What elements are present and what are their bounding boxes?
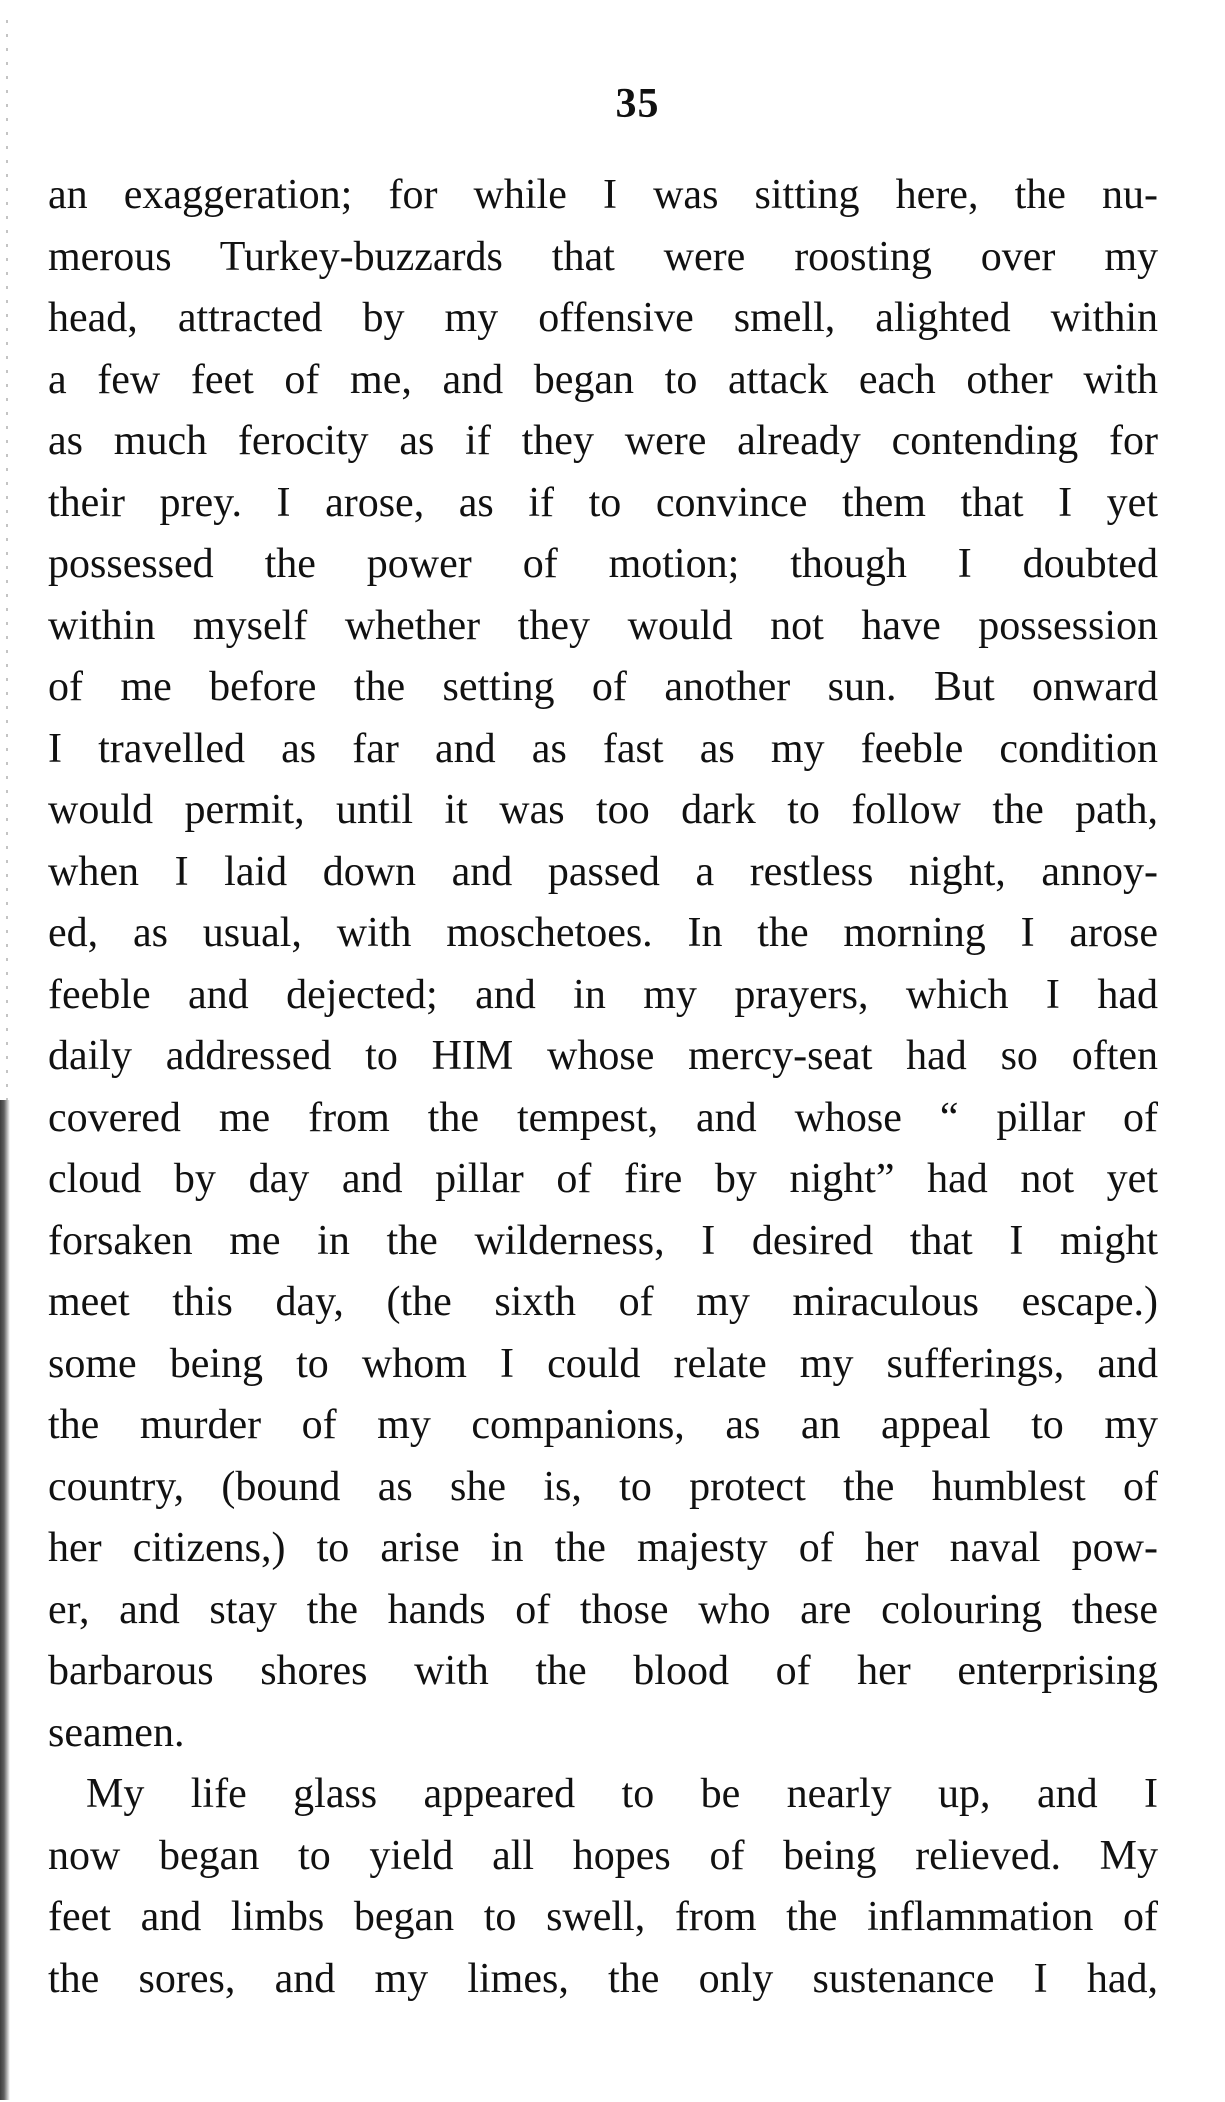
text-line: some being to whom I could relate my sufferings, and	[48, 1340, 1158, 1387]
text-line: a few feet of me, and began to attack each other with	[48, 356, 1158, 403]
text-line: daily addressed to HIM whose mercy-seat had so often	[48, 1033, 1158, 1079]
text-line: their prey. I arose, as if to convince them that I yet	[48, 479, 1158, 526]
text-line: feet and limbs began to swell, from the inflammation of	[48, 1894, 1158, 1940]
page-number: 35	[615, 81, 660, 127]
text-line: an exaggeration; for while I was sitting here, the nu-	[48, 172, 1158, 218]
body-text	[48, 165, 1158, 2010]
text-line: merous Turkey-buzzards that were roosting over my	[48, 233, 1158, 280]
text-line: forsaken me in the wilderness, I desired that I might	[48, 1217, 1158, 1264]
text-line: covered me from the tempest, and whose “ pillar of	[48, 1094, 1158, 1141]
text-line: the sores, and my limes, the only sustenance I had,	[48, 1955, 1158, 2002]
text-line: head, attracted by my offensive smell, alighted within	[48, 295, 1158, 341]
text-line: when I laid down and passed a restless night, annoy-	[48, 848, 1158, 895]
binding-shadow-top	[6, 20, 8, 1100]
text-line: barbarous shores with the blood of her enterprising	[48, 1648, 1158, 1694]
text-line: her citizens,) to arise in the majesty of her naval pow-	[48, 1525, 1158, 1571]
binding-shadow	[0, 1100, 10, 2100]
text-line: cloud by day and pillar of fire by night” had not yet	[48, 1156, 1158, 1202]
paragraph-start-line: My life glass appeared to be nearly up, and I	[86, 1771, 1158, 1817]
text-line: feeble and dejected; and in my prayers, which I had	[48, 971, 1158, 1018]
text-line: within myself whether they would not have possession	[48, 602, 1158, 649]
text-line: of me before the setting of another sun. But onward	[48, 664, 1158, 710]
text-line: er, and stay the hands of those who are colouring these	[48, 1586, 1158, 1633]
text-line: meet this day, (the sixth of my miraculous escape.)	[48, 1279, 1158, 1325]
paragraph-end-line: seamen.	[48, 1709, 185, 1756]
text-line: I travelled as far and as fast as my feeble condition	[48, 725, 1158, 772]
text-line: country, (bound as she is, to protect the humblest of	[48, 1463, 1158, 1510]
text-line: possessed the power of motion; though I doubted	[48, 541, 1158, 587]
text-line: would permit, until it was too dark to follow the path,	[48, 787, 1158, 833]
text-line: as much ferocity as if they were already contending for	[48, 418, 1158, 464]
text-line: the murder of my companions, as an appeal to my	[48, 1402, 1158, 1448]
text-line: now began to yield all hopes of being relieved. My	[48, 1832, 1158, 1879]
text-line: ed, as usual, with moschetoes. In the morning I arose	[48, 910, 1158, 956]
